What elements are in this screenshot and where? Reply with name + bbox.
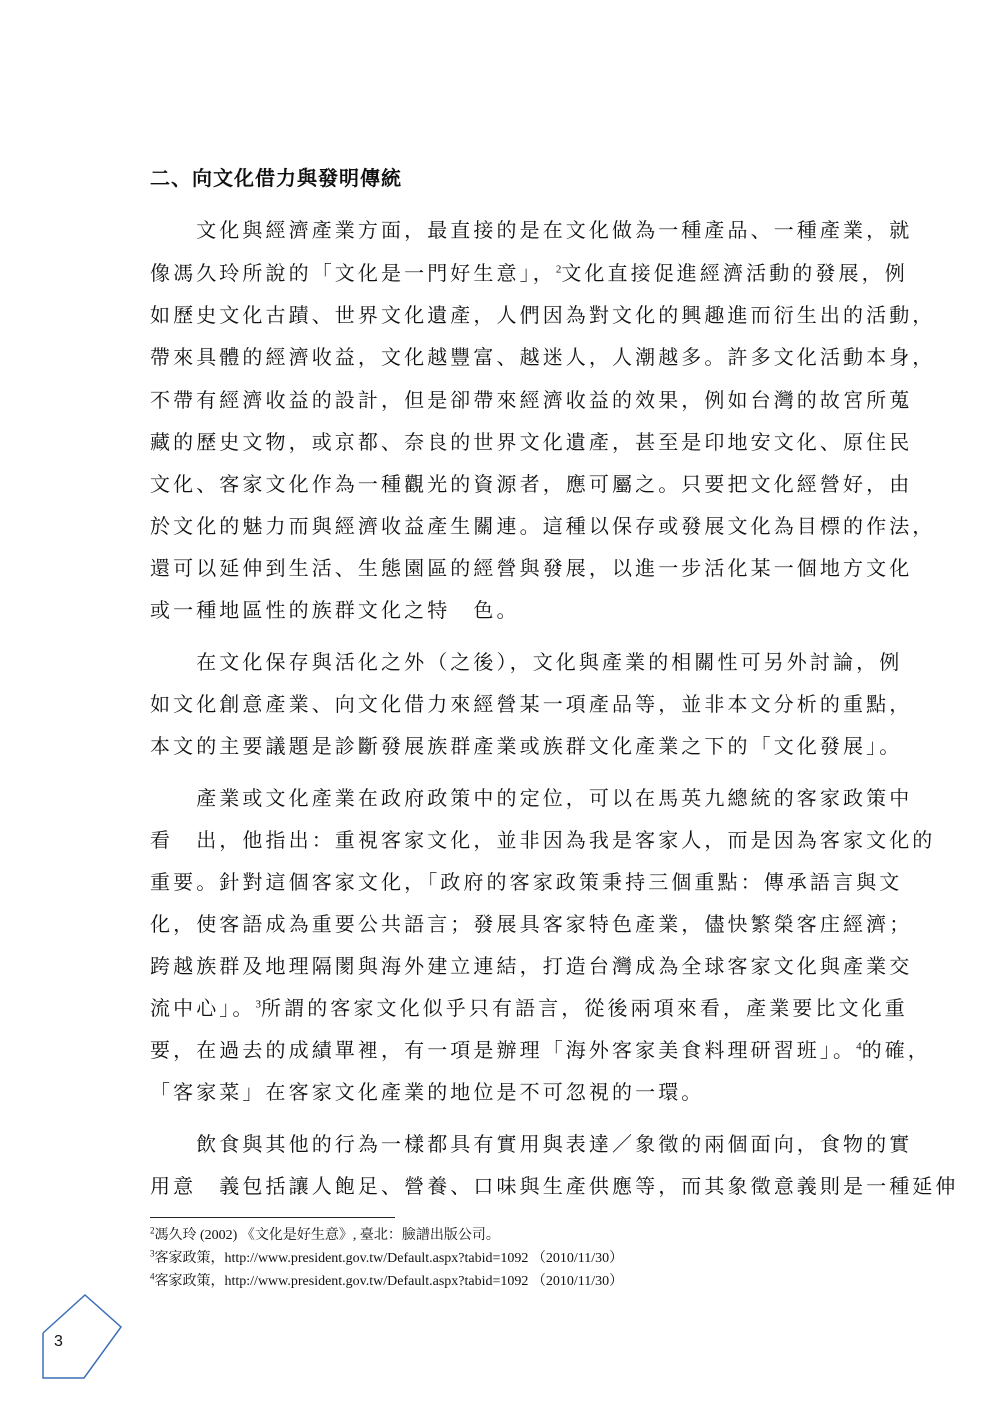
footnote <box>150 1226 500 1246</box>
footnote-ref: 4 <box>856 1040 862 1053</box>
footnote-ref: 2 <box>555 263 562 276</box>
body-line: 不帶有經濟收益的設計，但是卻帶來經濟收益的效果，例如台灣的故宮所蒐 <box>150 388 913 412</box>
body-line: 用意 義包括讓人飽足、營養、口味與生產供應等，而其象徵意義則是一種延伸 <box>150 1174 959 1198</box>
footnote-text: 客家政策，http://www.president.gov.tw/Default.aspx?tabid=1092 （2010/11/30） <box>154 1251 624 1266</box>
footnote-number: 4 <box>150 1271 155 1282</box>
footnote-number: 3 <box>150 1248 155 1259</box>
footnote-ref: 3 <box>255 998 261 1011</box>
body-line-text: 流中心」。 <box>150 996 256 1020</box>
body-line: 帶來具體的經濟收益，文化越豐富、越迷人，人潮越多。許多文化活動本身， <box>150 345 936 369</box>
body-line: 在文化保存與活化之外（之後），文化與產業的相關性可另外討論，例 <box>150 650 903 674</box>
body-line: 如歷史文化古蹟、世界文化遺產，人們因為對文化的興趣進而衍生出的活動， <box>150 303 936 327</box>
body-line <box>150 1036 931 1064</box>
body-line-text: 文化直接促進經濟活動的發展，例 <box>561 261 908 285</box>
body-line: 文化、客家文化作為一種觀光的資源者，應可屬之。只要把文化經營好，由 <box>150 472 913 496</box>
body-line: 藏的歷史文物，或京都、奈良的世界文化遺產，甚至是印地安文化、原住民 <box>150 430 913 454</box>
footnote-number: 2 <box>150 1225 155 1236</box>
footnote <box>150 1272 623 1292</box>
page-number: 3 <box>54 1333 63 1350</box>
footnote-text: 馮久玲 (2002) 《文化是好生意》, 臺北：臉譜出版公司。 <box>154 1228 500 1243</box>
body-line: 還可以延伸到生活、生態園區的經營與發展，以進一步活化某一個地方文化 <box>150 556 913 580</box>
body-line: 跨越族群及地理隔閡與海外建立連結，打造台灣成為全球客家文化與產業交 <box>150 954 913 978</box>
body-line-text: 要，在過去的成績單裡，有一項是辦理「海外客家美食料理研習班」。 <box>150 1038 857 1062</box>
body-line: 看 出，他指出：重視客家文化，並非因為我是客家人，而是因為客家文化的 <box>150 828 936 852</box>
body-line: 飲食與其他的行為一樣都具有實用與表達／象徵的兩個面向，食物的實 <box>150 1132 913 1156</box>
body-line: 於文化的魅力而與經濟收益產生關連。這種以保存或發展文化為目標的作法， <box>150 514 936 538</box>
body-line: 或一種地區性的族群文化之特 色。 <box>150 598 520 622</box>
body-line: 本文的主要議題是診斷發展族群產業或族群文化產業之下的「文化發展」。 <box>150 734 903 758</box>
body-line: 文化與經濟產業方面，最直接的是在文化做為一種產品、一種產業，就 <box>150 218 913 242</box>
body-line: 如文化創意產業、向文化借力來經營某一項產品等，並非本文分析的重點， <box>150 692 913 716</box>
body-line: 產業或文化產業在政府政策中的定位，可以在馬英九總統的客家政策中 <box>150 786 913 810</box>
section-heading: 二、向文化借力與發明傳統 <box>150 166 402 190</box>
footnote-divider <box>150 1217 395 1218</box>
page-badge-icon <box>40 1292 124 1382</box>
body-line <box>150 994 908 1022</box>
body-line-text: 像馮久玲所說的「文化是一門好生意」， <box>150 261 556 285</box>
body-line: 化，使客語成為重要公共語言；發展具客家特色產業，儘快繁榮客庄經濟； <box>150 912 913 936</box>
footnote <box>150 1249 623 1269</box>
body-line: 「客家菜」在客家文化產業的地位是不可忽視的一環。 <box>150 1080 705 1104</box>
body-line-text: 的確， <box>861 1038 931 1062</box>
body-line-text: 所謂的客家文化似乎只有語言，從後兩項來看，產業要比文化重 <box>261 996 908 1020</box>
body-line: 重要。針對這個客家文化，「政府的客家政策秉持三個重點：傳承語言與文 <box>150 870 903 894</box>
body-line <box>150 259 908 287</box>
footnote-text: 客家政策，http://www.president.gov.tw/Default.aspx?tabid=1092 （2010/11/30） <box>154 1274 624 1289</box>
